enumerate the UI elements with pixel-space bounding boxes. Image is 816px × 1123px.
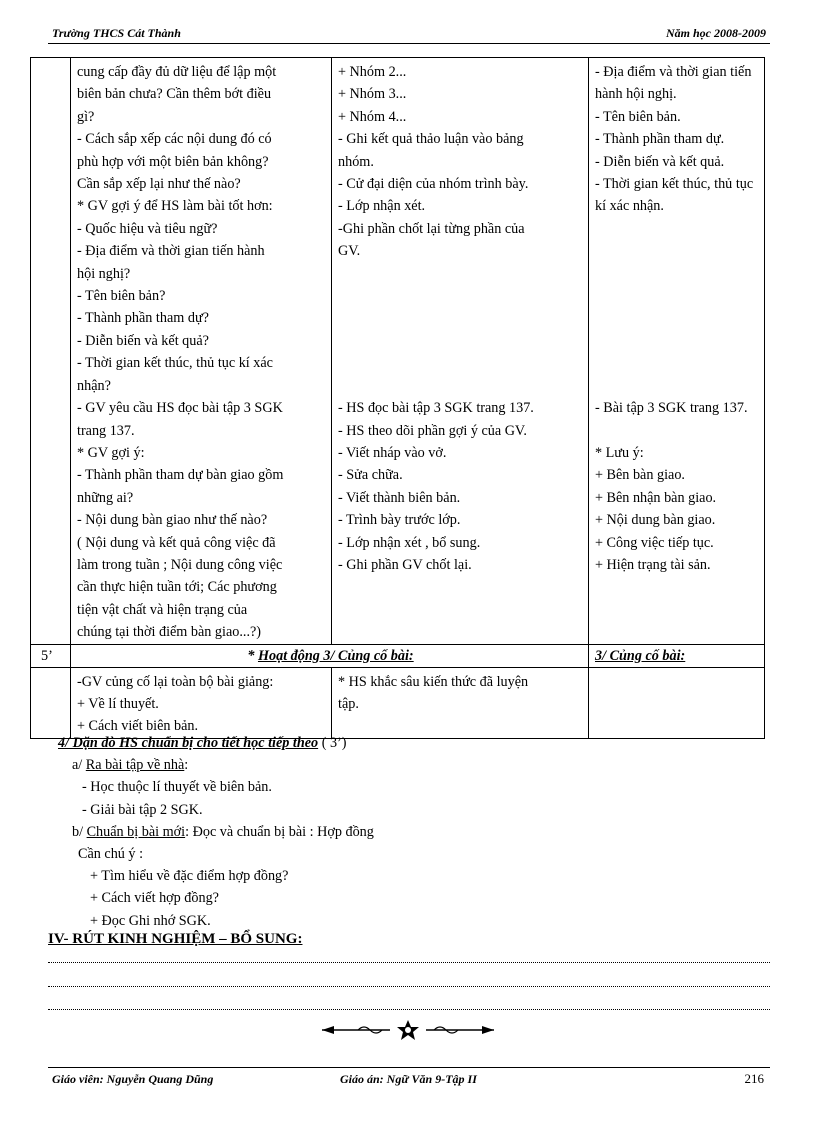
- list-item: - Giải bài tập 2 SGK.: [82, 801, 203, 818]
- cell-line: - Quốc hiệu và tiêu ngữ?: [77, 220, 218, 237]
- activity-prefix: *: [247, 647, 258, 664]
- activity-title: Hoạt động 3/ Củng cố bài:: [257, 647, 414, 664]
- cell-line: [595, 240, 760, 262]
- cell-line: + Bên bàn giao.: [595, 467, 685, 484]
- time-value: 5’: [31, 644, 71, 667]
- cell-line: - Sửa chữa.: [338, 467, 403, 484]
- cell-line: * GV gợi ý:: [77, 444, 145, 461]
- homework-b-prefix: b/: [72, 823, 87, 840]
- homework-b-suffix: : Đọc và chuẩn bị bài : Hợp đồng: [185, 823, 374, 840]
- cell-line: - Viết nháp vào vở.: [338, 444, 447, 461]
- cell-line: kí xác nhận.: [595, 198, 664, 215]
- cell-line: - Nội dung bàn giao như thế nào?: [77, 512, 268, 529]
- cell-line: * Lưu ý:: [595, 444, 644, 461]
- cell-line: + Nhóm 2...: [338, 64, 407, 80]
- summary-title: 3/ Củng cố bài:: [595, 647, 686, 664]
- student-activity-cell: [332, 667, 589, 738]
- list-item: + Cách viết hợp đồng?: [90, 890, 219, 907]
- homework-b-line: [48, 821, 768, 843]
- cell-line: + Công việc tiếp tục.: [595, 534, 714, 551]
- cell-line: làm trong tuần ; Nội dung công việc: [77, 556, 283, 573]
- cell-line: nhận?: [77, 377, 111, 394]
- cell-line: - GV yêu cầu HS đọc bài tập 3 SGK: [77, 400, 283, 417]
- cell-line: - Diễn biến và kết quả.: [595, 153, 725, 170]
- table-row: [31, 644, 765, 667]
- list-item: + Tìm hiểu về đặc điểm hợp đồng?: [90, 868, 289, 885]
- cell-line: - Lớp nhận xét.: [338, 198, 426, 215]
- cell-line: + Cách viết biên bản.: [77, 718, 199, 735]
- cell-line: [595, 285, 760, 307]
- cell-line: [595, 263, 760, 285]
- page-footer: [48, 1067, 770, 1089]
- cell-line: [595, 375, 760, 397]
- homework-a-suffix: :: [184, 757, 189, 774]
- cell-line: [595, 420, 760, 442]
- summary-heading: [589, 644, 765, 667]
- cell-line: - Lớp nhận xét , bổ sung.: [338, 534, 481, 551]
- dotted-line: [48, 962, 770, 963]
- teacher-activity-cell: [71, 58, 332, 645]
- cell-line: Cần sắp xếp lại như thế nào?: [77, 176, 241, 193]
- homework-note: Cần chú ý :: [78, 846, 144, 863]
- homework-b-label: Chuẩn bị bài mới: [86, 823, 186, 840]
- cell-line: - Bài tập 3 SGK trang 137.: [595, 400, 748, 417]
- time-cell: [31, 667, 71, 738]
- page-number: 216: [744, 1071, 764, 1086]
- cell-line: trang 137.: [77, 422, 135, 439]
- cell-line: + Nhóm 3...: [338, 86, 407, 103]
- cell-line: [338, 285, 584, 307]
- teacher-activity-cell: [71, 667, 332, 738]
- cell-line: biên bản chưa? Cần thêm bớt điều: [77, 86, 272, 103]
- cell-line: tập.: [338, 695, 359, 712]
- cell-line: hành hội nghị.: [595, 86, 677, 103]
- cell-line: -Ghi phần chốt lại từng phần của: [338, 220, 525, 237]
- table-row: [31, 58, 765, 645]
- cell-line: - Viết thành biên bản.: [338, 489, 461, 506]
- cell-line: cần thực hiện tuần tới; Các phương: [77, 579, 277, 596]
- homework-a-line: [48, 754, 768, 776]
- list-item: - Học thuộc lí thuyết về biên bản.: [82, 779, 272, 796]
- cell-line: [338, 352, 584, 374]
- cell-line: [338, 263, 584, 285]
- cell-line: - Cử đại diện của nhóm trình bày.: [338, 176, 529, 193]
- content-cell: [589, 667, 765, 738]
- homework-duration: ( 3’): [318, 735, 347, 751]
- cell-line: - HS theo dõi phần gợi ý của GV.: [338, 422, 527, 439]
- cell-line: cung cấp đầy đủ dữ liệu để lập một: [77, 64, 277, 80]
- cell-line: + Nhóm 4...: [338, 108, 407, 125]
- cell-line: hội nghị?: [77, 265, 131, 282]
- cell-line: - HS đọc bài tập 3 SGK trang 137.: [338, 400, 534, 417]
- dotted-line: [48, 1009, 770, 1010]
- cell-line: * GV gợi ý để HS làm bài tốt hơn:: [77, 198, 273, 215]
- activity-heading: [71, 644, 589, 667]
- cell-line: + Bên nhận bàn giao.: [595, 489, 717, 506]
- cell-line: ( Nội dung và kết quả công việc đã: [77, 534, 276, 551]
- cell-line: - Tên biên bản?: [77, 288, 166, 305]
- student-activity-cell: [332, 58, 589, 645]
- table-row: [31, 667, 765, 738]
- cell-line: những ai?: [77, 489, 134, 506]
- list-item: + Đọc Ghi nhớ SGK.: [90, 912, 211, 929]
- cell-line: - Ghi kết quả thảo luận vào bảng: [338, 131, 524, 148]
- cell-line: - Thành phần tham dự bàn giao gồm: [77, 467, 284, 484]
- cell-line: - Thành phần tham dự.: [595, 131, 725, 148]
- cell-line: -GV củng cố lại toàn bộ bài giảng:: [77, 673, 274, 690]
- cell-line: phù hợp với một biên bản không?: [77, 153, 269, 170]
- cell-line: - Địa điểm và thời gian tiến hành: [77, 243, 265, 260]
- cell-line: gì?: [77, 108, 95, 125]
- teacher-name: Giáo viên: Nguyễn Quang Dũng: [52, 1072, 214, 1086]
- homework-section: [48, 732, 768, 932]
- cell-line: [338, 307, 584, 329]
- cell-line: + Hiện trạng tài sản.: [595, 556, 711, 573]
- cell-line: - Ghi phần GV chốt lại.: [338, 556, 472, 573]
- time-cell: [31, 58, 71, 645]
- cell-line: GV.: [338, 243, 361, 260]
- homework-title-line: [48, 732, 768, 754]
- cell-line: [338, 375, 584, 397]
- cell-line: - Diễn biến và kết quả?: [77, 332, 209, 349]
- ornament-divider-icon: [318, 1019, 498, 1041]
- cell-line: - Trình bày trước lớp.: [338, 512, 461, 529]
- homework-a-label: Ra bài tập về nhà: [85, 757, 185, 774]
- section4-title: IV- RÚT KINH NGHIỆM – BỔ SUNG:: [48, 931, 303, 947]
- cell-line: + Về lí thuyết.: [77, 695, 159, 712]
- cell-line: - Địa điểm và thời gian tiến: [595, 64, 752, 80]
- cell-line: - Thành phần tham dự?: [77, 310, 209, 327]
- cell-line: tiện vật chất và hiện trạng của: [77, 601, 248, 618]
- cell-line: - Cách sắp xếp các nội dung đó có: [77, 131, 272, 148]
- school-name: Trường THCS Cát Thành: [52, 26, 181, 40]
- cell-line: nhóm.: [338, 153, 374, 170]
- cell-line: [595, 218, 760, 240]
- cell-line: [595, 352, 760, 374]
- page-header: [48, 24, 770, 44]
- cell-line: - Tên biên bản.: [595, 108, 681, 125]
- lesson-table: [30, 57, 765, 739]
- cell-line: * HS khắc sâu kiến thức đã luyện: [338, 673, 529, 690]
- cell-line: chúng tại thời điểm bàn giao...?): [77, 624, 262, 641]
- school-year: Năm học 2008-2009: [666, 26, 766, 40]
- homework-a-prefix: a/: [72, 757, 86, 774]
- cell-line: - Thời gian kết thúc, thủ tục kí xác: [77, 355, 273, 372]
- cell-line: [595, 307, 760, 329]
- dotted-line: [48, 986, 770, 987]
- cell-line: - Thời gian kết thúc, thủ tục: [595, 176, 754, 193]
- lesson-plan-name: Giáo án: Ngữ Văn 9-Tập II: [340, 1072, 477, 1086]
- homework-title: 4/ Dặn dò HS chuẩn bị cho tiết học tiếp theo: [58, 735, 319, 751]
- cell-line: [595, 330, 760, 352]
- cell-line: [338, 330, 584, 352]
- cell-line: + Nội dung bàn giao.: [595, 512, 716, 529]
- content-cell: [589, 58, 765, 645]
